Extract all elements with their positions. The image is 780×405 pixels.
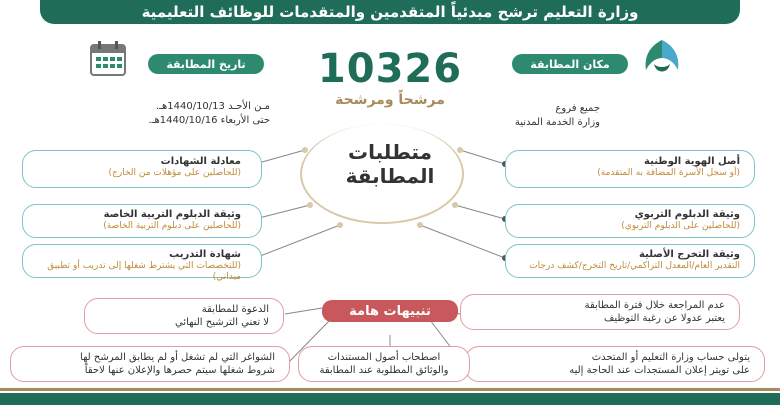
- requirement-sub: (للحاصلين على الدبلوم التربوي): [621, 221, 740, 231]
- note-line1: اصطحاب أصول المستندات: [327, 352, 441, 363]
- note-line2: يعتبر عدولا عن رغبة التوظيف: [604, 313, 725, 324]
- note-line2: على تويتر إعلان المستجدات عند الحاجة إليه: [569, 365, 750, 376]
- match-date-label: تاريخ المطابقة: [148, 54, 264, 74]
- requirement-title: وثيقة الدبلوم التربية الخاصة: [103, 209, 241, 220]
- match-date-from: مـن الأحـد 1440/10/13هـ.: [155, 101, 270, 112]
- note-invitation: [84, 298, 284, 334]
- requirement-title: وثيقة التخرج الأصلية: [639, 249, 740, 260]
- requirement-graduation-doc: [505, 244, 755, 278]
- requirement-sub: (أو سجل الأسرة المضافة به المتقدمة): [597, 168, 740, 178]
- footer-stripe: [0, 388, 780, 391]
- note-line2: والوثائق المطلوبة عند المطابقة: [319, 365, 449, 376]
- requirement-training-cert: [22, 244, 262, 282]
- requirement-sub: (للتخصصات التي يشترط شغلها إلى تدريب أو تطبيق ميداني): [47, 261, 241, 282]
- requirement-sub: (للحاصلين على دبلوم التربية الخاصة): [103, 221, 241, 231]
- requirement-title: وثيقة الدبلوم التربوي: [634, 209, 740, 220]
- requirement-title: أصل الهوية الوطنية: [644, 156, 740, 167]
- requirement-title: معادلة الشهادات: [160, 156, 241, 167]
- note-line1: يتولى حساب وزارة التعليم أو المتحدث: [591, 352, 750, 363]
- page-header: وزارة التعليم ترشح مبدئياً المتقدمين والمتقدمات للوظائف التعليمية: [40, 0, 740, 24]
- requirement-sub: (للحاصلين على مؤهلات من الخارج): [108, 168, 241, 178]
- note-bring-originals: [298, 346, 470, 382]
- match-place-line1: جميع فروع: [555, 103, 600, 114]
- note-line1: عدم المراجعة خلال فترة المطابقة: [584, 300, 725, 311]
- requirement-edu-diploma: [505, 204, 755, 238]
- requirement-sub: التقدير العام/المعدل التراكمي/تاريخ التخرج/كشف درجات: [529, 261, 740, 271]
- candidate-count-subtitle: مرشحاً ومرشحة: [335, 92, 445, 108]
- requirements-title-line1: متطلبات: [348, 140, 432, 164]
- footer-bar: [0, 393, 780, 405]
- note-line2: شروط شغلها سيتم حصرها والإعلان عنها لاحقاً: [84, 365, 275, 376]
- note-line2: لا تعني الترشيح النهائي: [174, 317, 269, 328]
- requirement-cert-equivalency: [22, 150, 262, 188]
- note-line1: الشواغر التي لم تشغل أو لم يطابق المرشح لها: [80, 352, 275, 363]
- note-no-review: [460, 294, 740, 330]
- requirement-national-id: [505, 150, 755, 188]
- candidate-count: 10326: [317, 46, 463, 92]
- match-date-to: حتى الأربعاء 1440/10/16هـ.: [148, 115, 270, 126]
- notes-label: تنبيهات هامة: [322, 300, 458, 322]
- note-line1: الدعوة للمطابقة: [201, 304, 269, 315]
- requirements-title-line2: المطابقة: [345, 164, 435, 188]
- note-vacancies: [10, 346, 290, 382]
- requirement-title: شهادة التدريب: [169, 249, 241, 260]
- requirement-special-ed-diploma: [22, 204, 262, 238]
- note-twitter-updates: [465, 346, 765, 382]
- match-place-line2: وزارة الخدمة المدنية: [514, 117, 600, 128]
- match-place-label: مكان المطابقة: [512, 54, 628, 74]
